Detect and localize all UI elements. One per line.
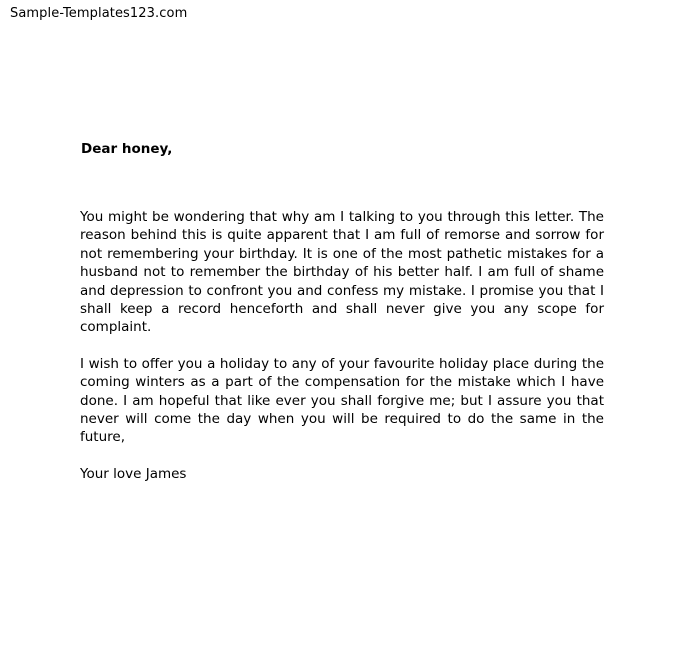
letter-signature: Your love James bbox=[80, 465, 187, 482]
letter-paragraph-1: You might be wondering that why am I talking to you through this letter. The reason behind this is quite apparent that I am full of remorse and sorrow for not remembering your birthday. It is one of the most pathetic mistakes for a husband not to remember the birthday of his better half. I am full of shame and depression to confront you and confess my mistake. I promise you that I shall keep a record henceforth and shall never give you any scope for complaint. bbox=[80, 209, 604, 336]
letter-salutation: Dear honey, bbox=[81, 141, 173, 157]
site-watermark-label: Sample-Templates123.com bbox=[10, 6, 188, 21]
letter-content bbox=[80, 140, 604, 483]
letter-paragraph-2: I wish to offer you a holiday to any of your favourite holiday place during the coming winters as a part of the compensation for the mistake which I have done. I am hopeful that like ever you shall forgive me; but I assure you that never will come the day when you will be required to do the same in the future, bbox=[80, 355, 604, 446]
